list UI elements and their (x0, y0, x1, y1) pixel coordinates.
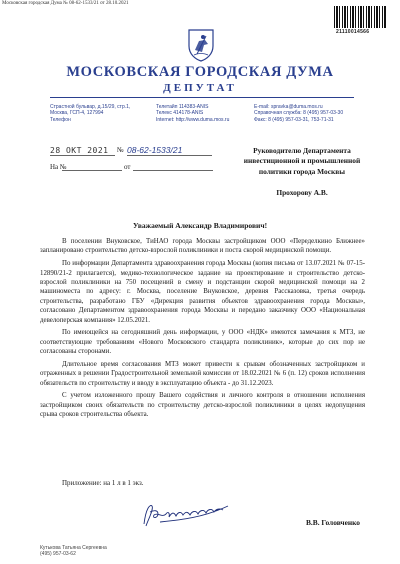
registration-number: 08-62-1533/21 (127, 145, 212, 156)
telex-line: Телетайп 114383-ANIS (156, 104, 209, 110)
registration-stamp-line: Московская городская Дума № 08-62-1533/21 от 28.10.2021 (2, 1, 129, 6)
paragraph: Длительное время согласования МТЗ может привести к срывам обозначенных застройщиком и отраженных в решении Градостроительной земельной комиссии от 18.02.2021 № 6 (п. 12) сроков исполнения обязательств по строительству и вводу в эксплуатацию объекта - до 31.12.2023. (40, 360, 365, 387)
signer-name: В.В. Головченко (306, 518, 360, 527)
registration-date: 28 ОКТ 2021 (50, 146, 115, 156)
telex-block (156, 104, 246, 123)
paragraph: По информации Департамента здравоохранения города Москвы (копия письма от 13.07.2021 № 07-15-12890/21-2 прилагается), медико-технологическое задание на проектирование и строительство детско-взрослой поликлиники на 750 посещений в смену и подстанции скорой медицинской помощи на 2 машиноместа по адресу: г. Москва, поселение Внуковское, деревня Рассказовка, третья очередь строительства, разработано ГБУ «Дирекция развития объектов здравоохранения города Москвы», согласовано Департаментом здравоохранения города Москвы и передано заказчику ООО «Национальная девелоперская компания» 12.05.2021. (40, 260, 365, 324)
email-block (254, 104, 374, 123)
paragraph: В поселении Внуковское, ТиНАО города Москвы застройщиком ООО «Переделкино Ближнее» запланировано строительство детско-взрослой поликлиники и поста скорой медицинской помощи. (40, 238, 365, 255)
moscow-coat-of-arms-icon (186, 28, 216, 62)
barcode (334, 6, 386, 28)
recipient-title: Руководителю Департамента инвестиционной и промышленной политики города Москвы (243, 146, 361, 176)
paragraph: По имеющейся на сегодняшний день информации, у ООО «НДК» имеются замечания к МТЗ, не соответствующие требованиям «Нового Московского стандарта поликлиник», которые до сих пор не согласованы сторонами. (40, 329, 365, 356)
website-line: Internet: http://www.duma.mos.ru (156, 116, 230, 123)
header-divider (50, 97, 354, 98)
registration-number-label: № (117, 146, 124, 154)
telex-line: Телекс 414178-ANIS (156, 110, 204, 117)
barcode-number: 21110014566 (336, 29, 370, 35)
address-line: Страстной бульвар, д.15/29, стр.1, (50, 104, 131, 110)
executor-phone: (495) 957-03-62 (40, 551, 76, 558)
address-block (50, 104, 140, 123)
reference-date-label: от (124, 163, 131, 171)
email-line: E-mail: spravka@duma.mos.ru (254, 104, 323, 110)
reference-date-line (133, 170, 213, 171)
address-line: Москва, ГСП-4, 127994 (50, 110, 104, 117)
recipient-name: Прохорову А.В. (276, 188, 328, 197)
executor-block (40, 545, 107, 557)
executor-name: Кутькова Татьяна Сергеевна (40, 545, 107, 551)
attachment-note: Приложение: на 1 л в 1 экз. (62, 479, 144, 487)
address-line: Телефон (50, 116, 71, 123)
handwritten-signature (140, 500, 232, 530)
phone-line: Справочная служба: 8 (495) 957-03-30 (254, 110, 344, 117)
letter-body (40, 237, 365, 423)
organization-subtitle: ДЕПУТАТ (163, 82, 237, 94)
reference-number-label: На № (50, 163, 67, 171)
paragraph: С учетом изложенного прошу Вашего содействия и личного контроля в отношении исполнения застройщиком своих обязательств по строительству детско-взрослой поликлиники в целях недопущения срыва сроков строительства объекта. (40, 392, 365, 419)
organization-name: МОСКОВСКАЯ ГОРОДСКАЯ ДУМА (66, 64, 334, 80)
greeting: Уважаемый Александр Владимирович! (132, 221, 268, 230)
reference-number-line (62, 170, 122, 171)
fax-line: Факс: 8 (495) 957-03-31, 753-71-31 (254, 116, 334, 123)
